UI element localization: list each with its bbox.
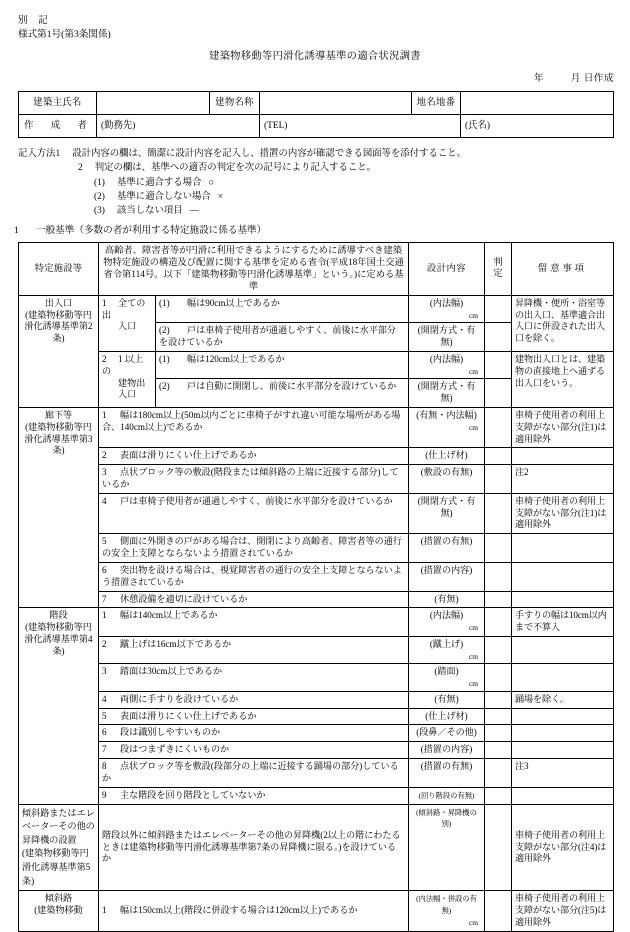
criteria-number: 6 bbox=[102, 564, 107, 575]
criteria-cell bbox=[156, 351, 409, 378]
note-cell: 車椅子使用者の利用上支障がない部分(注1)は適用除外 bbox=[512, 407, 614, 447]
judge-cell[interactable] bbox=[485, 636, 512, 663]
criteria-text: 表面は滑りにくい仕上げであるか bbox=[120, 710, 257, 721]
judge-cell[interactable] bbox=[485, 891, 512, 931]
category-sub: (建築物移動等円滑化誘導基準第5条) bbox=[22, 848, 91, 886]
group-number: 2 bbox=[102, 353, 107, 364]
design-cell[interactable] bbox=[409, 407, 485, 447]
table-row bbox=[19, 664, 614, 691]
criteria-cell bbox=[99, 591, 409, 608]
section-title bbox=[14, 225, 630, 238]
design-label: (傾斜路・昇降機の別) bbox=[416, 807, 477, 829]
criteria-number: 1 bbox=[102, 905, 107, 916]
criteria-text: 幅は150cm以上(階段に併設する場合は120cm以上)であるか bbox=[120, 905, 358, 916]
judge-cell[interactable] bbox=[485, 448, 512, 465]
criteria-text: 主な階段を回り階段としていないか bbox=[120, 789, 266, 800]
judge-cell[interactable] bbox=[485, 379, 512, 408]
design-label: (内法幅) bbox=[429, 297, 464, 308]
criteria-number: 5 bbox=[102, 536, 107, 547]
category-sub: (建築物移動等円滑化誘導基準第4条) bbox=[24, 622, 93, 656]
judge-cell[interactable] bbox=[485, 759, 512, 788]
criteria-cell bbox=[99, 448, 409, 465]
criteria-text: 幅は90cm以上であるか bbox=[187, 297, 280, 308]
criteria-text: 階段以外に傾斜路またはエレベーターその他の昇降機(2以上の階にわたるときは建築物移動等円滑化誘導基準第7条の昇降機に限る。)を設けているか bbox=[102, 829, 401, 864]
column-header-category: 特定施設等 bbox=[19, 242, 99, 295]
criteria-text: 踏面は30cm以上であるか bbox=[120, 666, 223, 677]
judge-cell[interactable] bbox=[485, 493, 512, 533]
design-label: (段鼻／その他) bbox=[416, 727, 477, 738]
design-cell[interactable] bbox=[409, 448, 485, 465]
group-label-line1: 全ての出 bbox=[102, 297, 146, 320]
criteria-number: (2) bbox=[159, 381, 170, 392]
criteria-cell bbox=[99, 636, 409, 663]
note-cell: 踊場を除く。 bbox=[512, 691, 614, 708]
category-main: 出入口 bbox=[44, 297, 73, 308]
criteria-number: (1) bbox=[159, 297, 170, 308]
design-cell[interactable] bbox=[409, 636, 485, 663]
judge-cell[interactable] bbox=[485, 664, 512, 691]
judge-cell[interactable] bbox=[485, 534, 512, 563]
instruction-item-2 bbox=[18, 190, 630, 204]
criteria-number: 4 bbox=[102, 693, 107, 704]
applicant-info-table bbox=[18, 91, 614, 138]
judge-cell[interactable] bbox=[485, 562, 512, 591]
table-row bbox=[19, 891, 614, 931]
date-year-label: 年 bbox=[533, 72, 544, 84]
section-number: 1 bbox=[14, 224, 19, 236]
building-name-label: 建物名称 bbox=[210, 92, 260, 115]
column-header-design: 設計内容 bbox=[409, 242, 485, 295]
note-cell bbox=[512, 562, 614, 591]
table-row bbox=[19, 608, 614, 637]
criteria-number: (1) bbox=[159, 353, 170, 364]
judge-cell[interactable] bbox=[485, 725, 512, 742]
table-row bbox=[19, 636, 614, 663]
note-cell: 手すりの幅は10cm以内まで不算入 bbox=[512, 608, 614, 637]
design-label: (措置の内容) bbox=[420, 744, 473, 755]
criteria-cell bbox=[99, 725, 409, 742]
design-cell[interactable] bbox=[409, 725, 485, 742]
design-label: (措置の有無) bbox=[420, 761, 473, 772]
criteria-text: 突出物を設ける場合は、視覚障害者の通行の安全上支障とならないよう措置されているか bbox=[102, 564, 402, 587]
design-label: (開閉方式・有無) bbox=[417, 325, 476, 348]
design-label: (有無) bbox=[434, 693, 459, 704]
design-cell[interactable] bbox=[409, 323, 485, 352]
design-label: (有無) bbox=[434, 593, 459, 604]
criteria-number: 6 bbox=[102, 727, 107, 738]
judge-cell[interactable] bbox=[485, 323, 512, 352]
design-unit: cm bbox=[468, 679, 478, 689]
instruction-1-label: 記入方法1 bbox=[18, 149, 61, 160]
form-reference bbox=[18, 14, 630, 41]
judge-cell[interactable] bbox=[485, 407, 512, 447]
instruction-item-3-text: 該当しない項目 bbox=[116, 205, 183, 216]
creation-date-line bbox=[0, 73, 614, 86]
design-unit: cm bbox=[468, 422, 478, 432]
design-unit: cm bbox=[468, 918, 478, 927]
criteria-cell bbox=[99, 493, 409, 533]
category-cell-ramp-or-elevator bbox=[19, 804, 99, 891]
criteria-cell bbox=[99, 691, 409, 708]
criteria-text: 休憩設備を適切に設けているか bbox=[120, 593, 248, 604]
design-cell[interactable] bbox=[409, 465, 485, 494]
table-row bbox=[19, 92, 614, 115]
criteria-cell bbox=[156, 323, 409, 352]
criteria-text: 幅は140cm以上であるか bbox=[120, 610, 218, 621]
instruction-item-3 bbox=[18, 204, 630, 218]
design-cell[interactable] bbox=[409, 708, 485, 725]
category-main: 階段 bbox=[49, 610, 68, 621]
criteria-text: 段は識別しやすいものか bbox=[120, 727, 221, 738]
design-label: (踏面) bbox=[434, 666, 459, 677]
note-cell bbox=[512, 591, 614, 608]
category-sub: (建築物移動等円滑化誘導基準第2条) bbox=[24, 309, 93, 344]
owner-name-label: 建築主氏名 bbox=[19, 92, 97, 115]
date-month-label: 月 bbox=[570, 72, 581, 84]
category-cell-ramp bbox=[19, 891, 99, 931]
criteria-cell bbox=[99, 562, 409, 591]
instruction-item-1-num: (1) bbox=[94, 177, 105, 188]
note-cell bbox=[512, 742, 614, 759]
address-label: 地名地番 bbox=[412, 92, 461, 115]
note-cell: 注3 bbox=[512, 759, 614, 788]
category-cell-entrance bbox=[19, 295, 99, 407]
criteria-cell bbox=[99, 804, 409, 891]
criteria-cell bbox=[99, 742, 409, 759]
design-cell[interactable] bbox=[409, 664, 485, 691]
judge-cell[interactable] bbox=[485, 742, 512, 759]
instruction-item-1 bbox=[18, 176, 630, 190]
criteria-number: 2 bbox=[102, 638, 107, 649]
instruction-item-2-num: (2) bbox=[94, 191, 105, 202]
criteria-text: 段はつまずきにくいものか bbox=[120, 744, 230, 755]
category-main: 廊下等 bbox=[44, 409, 73, 420]
criteria-number: (2) bbox=[159, 325, 170, 336]
instruction-item-3-num: (3) bbox=[94, 205, 105, 216]
note-cell: 車椅子使用者の利用上支障がない部分(注5)は適用除外 bbox=[512, 891, 614, 931]
criteria-cell bbox=[99, 465, 409, 494]
design-cell[interactable] bbox=[409, 493, 485, 533]
criteria-text: 表面は滑りにくい仕上げであるか bbox=[120, 450, 257, 461]
criteria-number: 1 bbox=[102, 409, 107, 420]
criteria-number: 7 bbox=[102, 593, 107, 604]
table-row bbox=[19, 725, 614, 742]
instruction-item-2-mark: × bbox=[217, 191, 223, 202]
design-label: (回り階段の有無) bbox=[418, 790, 475, 800]
note-cell bbox=[512, 725, 614, 742]
criteria-table bbox=[18, 242, 614, 932]
note-cell: 車椅子使用者の利用上支障がない部分(注4)は適用除外 bbox=[512, 804, 614, 891]
criteria-number: 5 bbox=[102, 710, 107, 721]
design-cell[interactable] bbox=[409, 787, 485, 804]
criteria-text: 戸は自動に開閉し、前後に水平部分を設けているか bbox=[187, 381, 397, 392]
category-main: 傾斜路またはエレベーターその他の昇降機の設置 bbox=[22, 807, 95, 845]
table-row bbox=[19, 759, 614, 788]
design-label: (有無・内法幅) bbox=[416, 409, 477, 420]
criteria-number: 2 bbox=[102, 450, 107, 461]
design-label: (蹴上げ) bbox=[429, 638, 464, 649]
design-cell[interactable] bbox=[409, 608, 485, 637]
category-sub: (建築物移動 bbox=[34, 905, 83, 916]
form-reference-line1: 別 記 bbox=[18, 15, 49, 26]
note-cell: 注2 bbox=[512, 465, 614, 494]
judge-cell[interactable] bbox=[485, 591, 512, 608]
criteria-number: 7 bbox=[102, 744, 107, 755]
author-tel-field[interactable]: (TEL) bbox=[260, 115, 461, 138]
group-label-line2: 入口 bbox=[118, 321, 137, 332]
category-main: 傾斜路 bbox=[44, 893, 73, 904]
design-label: (開閉方式・有無) bbox=[417, 495, 476, 518]
criteria-text: 戸は車椅子使用者が通過しやすく、前後に水平部分を設けているか bbox=[159, 325, 396, 348]
table-row bbox=[19, 448, 614, 465]
table-row bbox=[19, 465, 614, 494]
author-office-field[interactable]: (勤務先) bbox=[97, 115, 260, 138]
group-label-line1: 1 以上の bbox=[102, 353, 144, 376]
design-label: (敷設の有無) bbox=[420, 467, 473, 478]
judge-cell[interactable] bbox=[485, 691, 512, 708]
criteria-cell bbox=[99, 891, 409, 931]
criteria-cell bbox=[99, 608, 409, 637]
design-unit: cm bbox=[468, 651, 478, 661]
author-label: 作 成 者 bbox=[19, 115, 97, 138]
criteria-text: 幅は180cm以上(50m以内ごとに車椅子がすれ違い可能な場所がある場合、140cm以上)であるか bbox=[102, 409, 401, 432]
group-cell-building-entrances bbox=[99, 351, 156, 407]
instructions-block bbox=[18, 147, 630, 218]
form-page bbox=[0, 14, 630, 927]
design-label: (内法幅) bbox=[429, 353, 464, 364]
design-cell[interactable] bbox=[409, 562, 485, 591]
criteria-text: 蹴上げは16cm以下であるか bbox=[120, 638, 232, 649]
category-sub: (建築物移動等円滑化誘導基準第3条) bbox=[24, 421, 93, 456]
table-row bbox=[19, 534, 614, 563]
instruction-2-num: 2 bbox=[78, 163, 83, 174]
design-unit: cm bbox=[468, 623, 478, 633]
design-cell[interactable] bbox=[409, 591, 485, 608]
table-header-row bbox=[19, 242, 614, 295]
design-cell[interactable] bbox=[409, 691, 485, 708]
criteria-number: 4 bbox=[102, 495, 107, 506]
instruction-2-text: 判定の欄は、基準への適否の判定を次の記号により記入すること。 bbox=[94, 163, 376, 174]
design-label: (措置の内容) bbox=[420, 564, 473, 575]
instruction-item-2-text: 基準に適合しない場合 bbox=[116, 191, 211, 202]
criteria-cell bbox=[99, 407, 409, 447]
criteria-cell bbox=[99, 787, 409, 804]
judge-cell[interactable] bbox=[485, 295, 512, 322]
criteria-cell bbox=[156, 295, 409, 322]
criteria-cell bbox=[156, 379, 409, 408]
judge-cell[interactable] bbox=[485, 465, 512, 494]
instruction-item-3-mark: — bbox=[189, 205, 199, 216]
design-cell[interactable] bbox=[409, 351, 485, 378]
note-cell bbox=[512, 636, 614, 663]
judge-cell[interactable] bbox=[485, 708, 512, 725]
criteria-text: 点状ブロック等の敷設(階段または傾斜路の上端に近接する部分)しているか bbox=[102, 467, 399, 490]
criteria-number: 3 bbox=[102, 666, 107, 677]
note-cell bbox=[512, 708, 614, 725]
author-name-field[interactable]: (氏名) bbox=[461, 115, 614, 138]
criteria-text: 幅は120cm以上であるか bbox=[187, 353, 285, 364]
criteria-number: 1 bbox=[102, 610, 107, 621]
design-unit: cm bbox=[468, 310, 478, 320]
note-cell: 建物出入口とは、建築物の直接地上へ通ずる出入口をいう。 bbox=[512, 351, 614, 407]
instruction-line-1 bbox=[18, 147, 630, 161]
instruction-line-2 bbox=[18, 161, 630, 175]
criteria-number: 3 bbox=[102, 467, 107, 478]
criteria-text: 戸は車椅子使用者が通過しやすく、前後に水平部分を設けているか bbox=[120, 495, 393, 506]
design-label: (内法幅) bbox=[429, 610, 464, 621]
table-row bbox=[19, 493, 614, 533]
judge-cell[interactable] bbox=[485, 804, 512, 891]
instruction-item-1-text: 基準に適合する場合 bbox=[116, 177, 202, 188]
note-cell bbox=[512, 448, 614, 465]
table-row bbox=[19, 787, 614, 804]
column-header-judge: 判 定 bbox=[485, 242, 512, 295]
design-label: (措置の有無) bbox=[420, 536, 473, 547]
building-name-field[interactable] bbox=[260, 92, 412, 115]
design-cell[interactable] bbox=[409, 891, 485, 931]
table-row bbox=[19, 407, 614, 447]
design-cell[interactable] bbox=[409, 759, 485, 788]
date-day-label: 日作成 bbox=[583, 72, 614, 84]
page-title: 建築物移動等円滑化誘導基準の適合状況調書 bbox=[209, 51, 421, 63]
judge-cell[interactable] bbox=[485, 608, 512, 637]
group-number: 1 bbox=[102, 297, 107, 308]
criteria-number: 9 bbox=[102, 789, 107, 800]
table-row bbox=[19, 708, 614, 725]
section-title-text: 一般基準（多数の者が利用する特定施設に係る基準） bbox=[36, 224, 267, 236]
design-unit: cm bbox=[468, 366, 478, 376]
table-row bbox=[19, 115, 614, 138]
table-row bbox=[19, 351, 614, 378]
judge-cell[interactable] bbox=[485, 787, 512, 804]
instruction-1-text: 設計内容の欄は、簡潔に設計内容を記入し、措置の内容が確認できる図面等を添付すること。 bbox=[72, 149, 466, 160]
column-header-criteria: 高齢者、障害者等が円滑に利用できるようにするために誘導すべき建築物特定施設の構造及び配置に関する基準を定める省令(平成18年国土交通省令第114号。以下「建築物移動等円滑化誘導基準」という。)に定める基準 bbox=[99, 242, 409, 295]
table-row bbox=[19, 691, 614, 708]
table-row bbox=[19, 742, 614, 759]
criteria-text: 側面に外開きの戸がある場合は、開閉により高齢者、障害者等の通行の安全上支障とならないよう措置されているか bbox=[102, 536, 402, 559]
category-cell-corridor bbox=[19, 407, 99, 607]
criteria-cell bbox=[99, 759, 409, 788]
design-label: (仕上げ材) bbox=[425, 450, 468, 461]
column-header-note: 留意事項 bbox=[512, 242, 614, 295]
address-field[interactable] bbox=[461, 92, 614, 115]
note-cell: 昇降機・便所・浴室等の出入口、基準適合出入口に併設された出入口を除く。 bbox=[512, 295, 614, 351]
design-cell[interactable] bbox=[409, 379, 485, 408]
design-cell[interactable] bbox=[409, 742, 485, 759]
judge-cell[interactable] bbox=[485, 351, 512, 378]
owner-name-field[interactable] bbox=[97, 92, 210, 115]
form-reference-line2: 様式第1号(第3条関係) bbox=[18, 28, 111, 40]
design-cell[interactable] bbox=[409, 295, 485, 322]
design-label: (内法幅・併設の有無) bbox=[416, 894, 477, 916]
criteria-cell bbox=[99, 664, 409, 691]
table-row bbox=[19, 295, 614, 322]
criteria-cell bbox=[99, 708, 409, 725]
criteria-text: 点状ブロック等を敷設(段部分の上端に近接する踊場の部分)しているか bbox=[102, 761, 399, 783]
design-cell[interactable] bbox=[409, 534, 485, 563]
note-cell: 車椅子使用者の利用上支障がない部分(注1)は適用除外 bbox=[512, 493, 614, 533]
table-row bbox=[19, 804, 614, 891]
instruction-item-1-mark: ○ bbox=[208, 177, 214, 188]
table-row bbox=[19, 591, 614, 608]
note-cell bbox=[512, 787, 614, 804]
group-label-line2: 建物出入口 bbox=[118, 377, 146, 400]
group-cell-all-entrances bbox=[99, 295, 156, 351]
category-cell-stairs bbox=[19, 608, 99, 804]
design-cell[interactable] bbox=[409, 804, 485, 891]
table-row bbox=[19, 562, 614, 591]
criteria-cell bbox=[99, 534, 409, 563]
criteria-number: 8 bbox=[102, 761, 107, 772]
design-label: (仕上げ材) bbox=[425, 710, 468, 721]
note-cell bbox=[512, 534, 614, 563]
note-cell bbox=[512, 664, 614, 691]
criteria-text: 両側に手すりを設けているか bbox=[120, 693, 239, 704]
design-label: (開閉方式・有無) bbox=[417, 381, 476, 404]
